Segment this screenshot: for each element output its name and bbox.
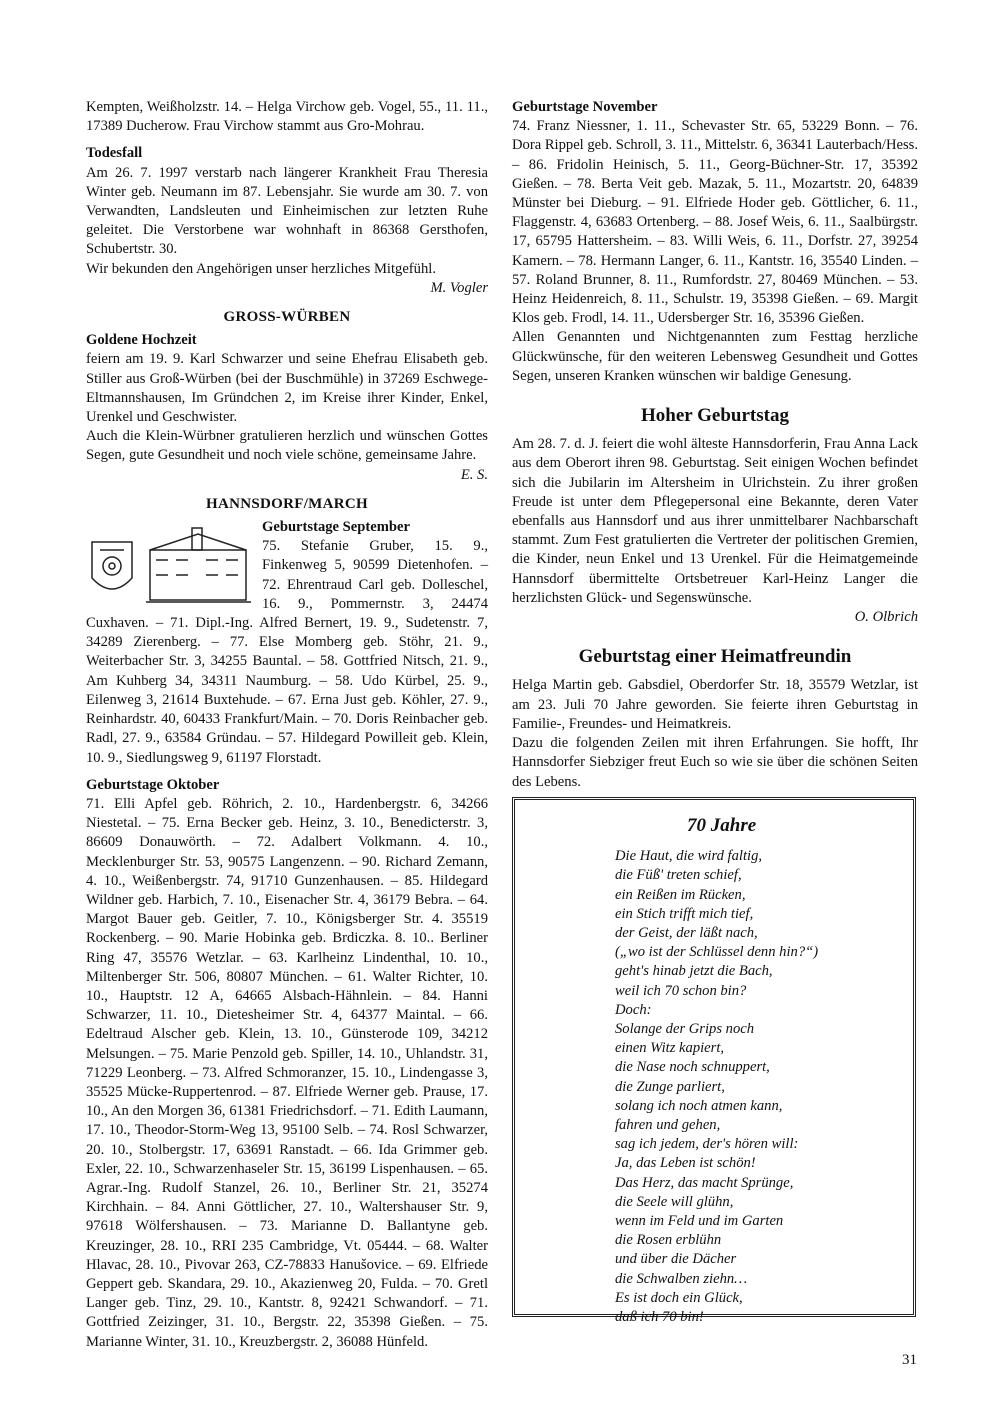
poem-line: die Nase noch schnuppert, bbox=[615, 1059, 770, 1076]
poem-line: und über die Dächer bbox=[615, 1251, 737, 1268]
september-text: 75. Stefanie Gruber, 15. 9., Finkenweg 5, 90599 Dietenhofen. – 72. Ehrentraud Carl geb. Dolleschel, 16. 9., Pommernstr. 3, 24474 Cuxhaven. – 71. Dipl.-Ing. Alfred Bernert, 19. 9., Sudetenstr. 7, 34289 Zierenberg. – 77. Else Momberg geb. Stöhr, 21. 9., Weiterbacher Str. 3, 34255 Bauntal. – 58. Gottfried Nitsch, 21. 9., Am Kuhberg 34, 34311 Naumburg. – 58. Udo Kürbel, 25. 9., Eilenweg 3, 21614 Buxtehude. – 67. Erna Just geb. Köhler, 27. 9., Reinhardstr. 40, 60433 Frankfurt/Main. – 70. Doris Reinbacher geb. Radl, 27. 9., 63584 Gründau. – 57. Hildegard Powilleit geb. Klein, 10. 9., Siedlungsweg 9, 61197 Florstadt. bbox=[86, 538, 488, 766]
condolence-text: Wir bekunden den Angehörigen unser herzliches Mitgefühl. bbox=[86, 260, 436, 277]
november-heading: Geburtstage November bbox=[512, 99, 658, 115]
heimatfreundin-text2: Dazu die folgenden Zeilen mit ihren Erfahrungen. Sie hofft, Ihr Hannsdorfer Siebziger freut Euch so wie sie über die schönen Seiten des Lebens. bbox=[512, 735, 918, 790]
right-column bbox=[512, 98, 918, 792]
poem-line: fahren und gehen, bbox=[615, 1117, 721, 1134]
poem-line: geht's hinab jetzt die Bach, bbox=[615, 963, 773, 980]
heimatfreundin-heading: Geburtstag einer Heimatfreundin bbox=[578, 646, 852, 668]
hannsdorf-emblem-illustration bbox=[86, 520, 254, 610]
poem-line: daß ich 70 bin! bbox=[615, 1309, 704, 1326]
november-text: 74. Franz Niessner, 1. 11., Schevaster Str. 65, 53229 Bonn. – 76. Dora Rippel geb. Schroll, 3. 11., Mittelstr. 6, 36341 Lauterbach/Hess. – 86. Fridolin Heinisch, 5. 11., Georg-Büchner-Str. 17, 35392 Gießen. – 78. Berta Veit geb. Mazak, 5. 11., Mozartstr. 20, 64839 Münster bei Dieburg. – 91. Elfriede Hoder geb. Göttlicher, 6. 11., Flaggenstr. 4, 63683 Ortenberg. – 88. Josef Weis, 6. 11., Saalbürgstr. 17, 65795 Hattersheim. – 83. Willi Weis, 6. 11., Dorfstr. 27, 39254 Kamern. – 78. Hermann Langer, 6. 11., Kantstr. 16, 35540 Linden. – 57. Roland Brunner, 8. 11., Rumfordstr. 27, 80469 München. – 53. Heinz Heidenreich, 8. 11., Schulstr. 19, 35398 Gießen. – 69. Margit Klos geb. Frodl, 14. 11., Udersberger Str. 16, 35396 Gießen. bbox=[512, 118, 918, 327]
signature-olbrich: O. Olbrich bbox=[854, 609, 918, 626]
poem-line: Doch: bbox=[615, 1001, 652, 1018]
september-heading: Geburtstage September bbox=[262, 519, 410, 536]
poem-lines bbox=[615, 847, 913, 1327]
poem-line: Solange der Grips noch bbox=[615, 1021, 755, 1038]
poem-line: die Füß' treten schief, bbox=[615, 867, 742, 884]
section-title-hannsdorf: HANNSDORF/MARCH bbox=[206, 495, 368, 512]
poem-line: Die Haut, die wird faltig, bbox=[615, 848, 763, 865]
poem-line: die Schwalben ziehn… bbox=[615, 1270, 748, 1287]
poem-line: Es ist doch ein Glück, bbox=[615, 1289, 743, 1306]
poem-line: Das Herz, das macht Sprünge, bbox=[615, 1174, 794, 1191]
signature-vogler: M. Vogler bbox=[430, 279, 488, 296]
poem-line: die Seele will glühn, bbox=[615, 1193, 734, 1210]
goldene-hochzeit-text: feiern am 19. 9. Karl Schwarzer und seine Ehefrau Elisabeth geb. Stiller aus Groß-Würben (bei der Buschmühle) in 37269 Eschwege-Eltmannshausen, Im Gründchen 2, im Kreise ihrer Kinder, Enkel, Urenkel und Geschwister. bbox=[86, 351, 488, 426]
poem-line: („wo ist der Schlüssel denn hin?“) bbox=[615, 944, 819, 961]
poem-line: Ja, das Leben ist schön! bbox=[615, 1155, 756, 1172]
intro-text: Kempten, Weißholzstr. 14. – Helga Virchow geb. Vogel, 55., 11. 11., 17389 Ducherow. Frau Virchow stammt aus Gro-Mohrau. bbox=[86, 99, 488, 135]
hoher-geburtstag-heading: Hoher Geburtstag bbox=[641, 405, 789, 427]
poem-line: einen Witz kapiert, bbox=[615, 1040, 725, 1057]
oktober-text: 71. Elli Apfel geb. Röhrich, 2. 10., Hardenbergstr. 6, 34266 Niestetal. – 75. Erna Becker geb. Heinz, 3. 10., Benedicterstr. 3, 86609 Donauwörth. – 72. Adalbert Volkmann. 4. 10., Mecklenburger Str. 53, 90575 Langenzenn. – 90. Richard Zemann, 4. 10., Weißenbergstr. 74, 91710 Gunzenhausen. – 85. Hildegard Wildner geb. Harbich, 7. 10., Eisenacher Str. 4, 36179 Bebra. – 64. Margot Bauer geb. Geitler, 7. 10., Königsberger Str. 4. 35519 Rockenberg. – 90. Marie Hobinka geb. Brdiczka. 8. 10.. Berliner Ring 47, 35576 Wetzlar. – 63. Karlheinz Lindenthal, 10. 10., Miltenberger Str. 506, 80807 München. – 61. Walter Richter, 10. 10., Hauptstr. 12 A, 64665 Alsbach-Hähnlein. – 84. Hanni Schwarzer, 11. 10., Dietesheimer Str. 4, 64377 Maintal. – 66. Edeltraud Alscher geb. Klein, 13. 10., Günsterode 109, 34212 Melsungen. – 75. Marie Penzold geb. Spiller, 14. 10., Uhlandstr. 31, 71229 Leonberg. – 73. Alfred Schmoranzer, 15. 10., Lindengasse 3, 35525 Mücke-Ruppertenrod. – 87. Elfriede Werner geb. Prause, 17. 10., An den Morgen 36, 61381 Friedrichsdorf. – 71. Edith Laumann, 17. 10., Theodor-Storm-Weg 13, 95100 Selb. – 74. Rosl Schwarzer, 20. 10., Stolbergstr. 17, 63691 Ranstadt. – 66. Ida Grimmer geb. Exler, 22. 10., Schwarzenhaseler Str. 15, 36199 Lispenhausen. – 65. Agrar.-Ing. Rudolf Stanzel, 26. 10., Berliner Str. 21, 35274 Kirchhain. – 84. Anni Göttlicher, 27. 10., Waltershauser Str. 9, 97618 Wölfershausen. – 73. Marianne D. Ballantyne geb. Kreuzinger, 28. 10., RRI 235 Cambridge, Vt. 05444. – 68. Walter Hlavac, 28. 10., Pivovar 263, CZ-78833 Hanušovice. – 69. Elfriede Geppert geb. Skandara, 29. 10., Akazienweg 20, Fulda. – 70. Gretl Langer geb. Tinz, 29. 10., Kantstr. 8, 92421 Schwandorf. – 71. Gottfried Zeizinger, 31. 10., Bergstr. 22, 35398 Gießen. – 75. Marianne Winter, 31. 10., Kreuzbergstr. 2, 36088 Hünfeld. bbox=[86, 795, 488, 1350]
poem-line: solang ich noch atmen kann, bbox=[615, 1097, 783, 1114]
november-text2: Allen Genannten und Nichtgenannten zum Festtag herzliche Glückwünsche, für den weiteren Lebensweg Gesundheit und Gottes Segen, unseren Kranken wünschen wir baldige Genesung. bbox=[512, 329, 918, 384]
heimatfreundin-text: Helga Martin geb. Gabsdiel, Oberdorfer Str. 18, 35579 Wetzlar, ist am 23. Juli 70 Jahre geworden. Sie feierte ihren Geburtstag in Familie-, Freundes- und Heimatkreis. bbox=[512, 677, 918, 732]
page-number: 31 bbox=[902, 1352, 917, 1368]
poem-line: ein Reißen im Rücken, bbox=[615, 886, 746, 903]
poem-title: 70 Jahre bbox=[687, 815, 757, 836]
signature-es: E. S. bbox=[460, 466, 488, 483]
section-title-gross-wuerben: GROSS-WÜRBEN bbox=[223, 309, 351, 326]
todesfall-text: Am 26. 7. 1997 verstarb nach längerer Krankheit Frau Theresia Winter geb. Neumann im 87. Lebensjahr. Sie wurde am 30. 7. von Verwandten, Landsleuten und Einheimischen zur letzten Ruhe geleitet. Die Verstorbene war wohnhaft in 86368 Gersthofen, Schubertstr. 30. bbox=[86, 164, 488, 258]
goldene-hochzeit-heading: Goldene Hochzeit bbox=[86, 332, 197, 349]
left-column bbox=[86, 98, 488, 1352]
oktober-heading: Geburtstage Oktober bbox=[86, 776, 220, 793]
todesfall-heading: Todesfall bbox=[86, 145, 143, 162]
poem-line: ein Stich trifft mich tief, bbox=[615, 905, 754, 922]
hoher-geburtstag-text: Am 28. 7. d. J. feiert die wohl älteste Hannsdorferin, Frau Anna Lack aus dem Oberort ihren 98. Geburtstag. Seit einigen Wochen befindet sich die Jubilarin im Altersheim in Ulrichstein. Zu ihrer großen Freude ist unter dem Pflegepersonal eine Bekannte, deren Vater ebenfalls aus Hannsdorf und aus ihrer unmittelbarer Nachbarschaft stammt. Zum Fest gratulierten die Vertreter der politischen Gremien, die Kinder, neun Enkel und 13 Urenkel. Für die Heimatgemeinde Hannsdorf übermittelte Ortsbetreuer Karl-Heinz Langer die herzlichsten Glück- und Segenswünsche. bbox=[512, 436, 918, 606]
goldene-hochzeit-text2: Auch die Klein-Würbner gratulieren herzlich und wünschen Gottes Segen, gute Gesundheit und noch viele schöne, gemeinsame Jahre. bbox=[86, 428, 488, 464]
poem-line: wenn im Feld und im Garten bbox=[615, 1213, 784, 1230]
poem-line: die Zunge parliert, bbox=[615, 1078, 725, 1095]
poem-line: sag ich jedem, der's hören will: bbox=[615, 1136, 799, 1153]
poem-line: der Geist, der läßt nach, bbox=[615, 925, 758, 942]
poem-line: die Rosen erblühn bbox=[615, 1232, 722, 1249]
poem-line: weil ich 70 schon bin? bbox=[615, 982, 747, 999]
poem-box bbox=[512, 797, 916, 1326]
